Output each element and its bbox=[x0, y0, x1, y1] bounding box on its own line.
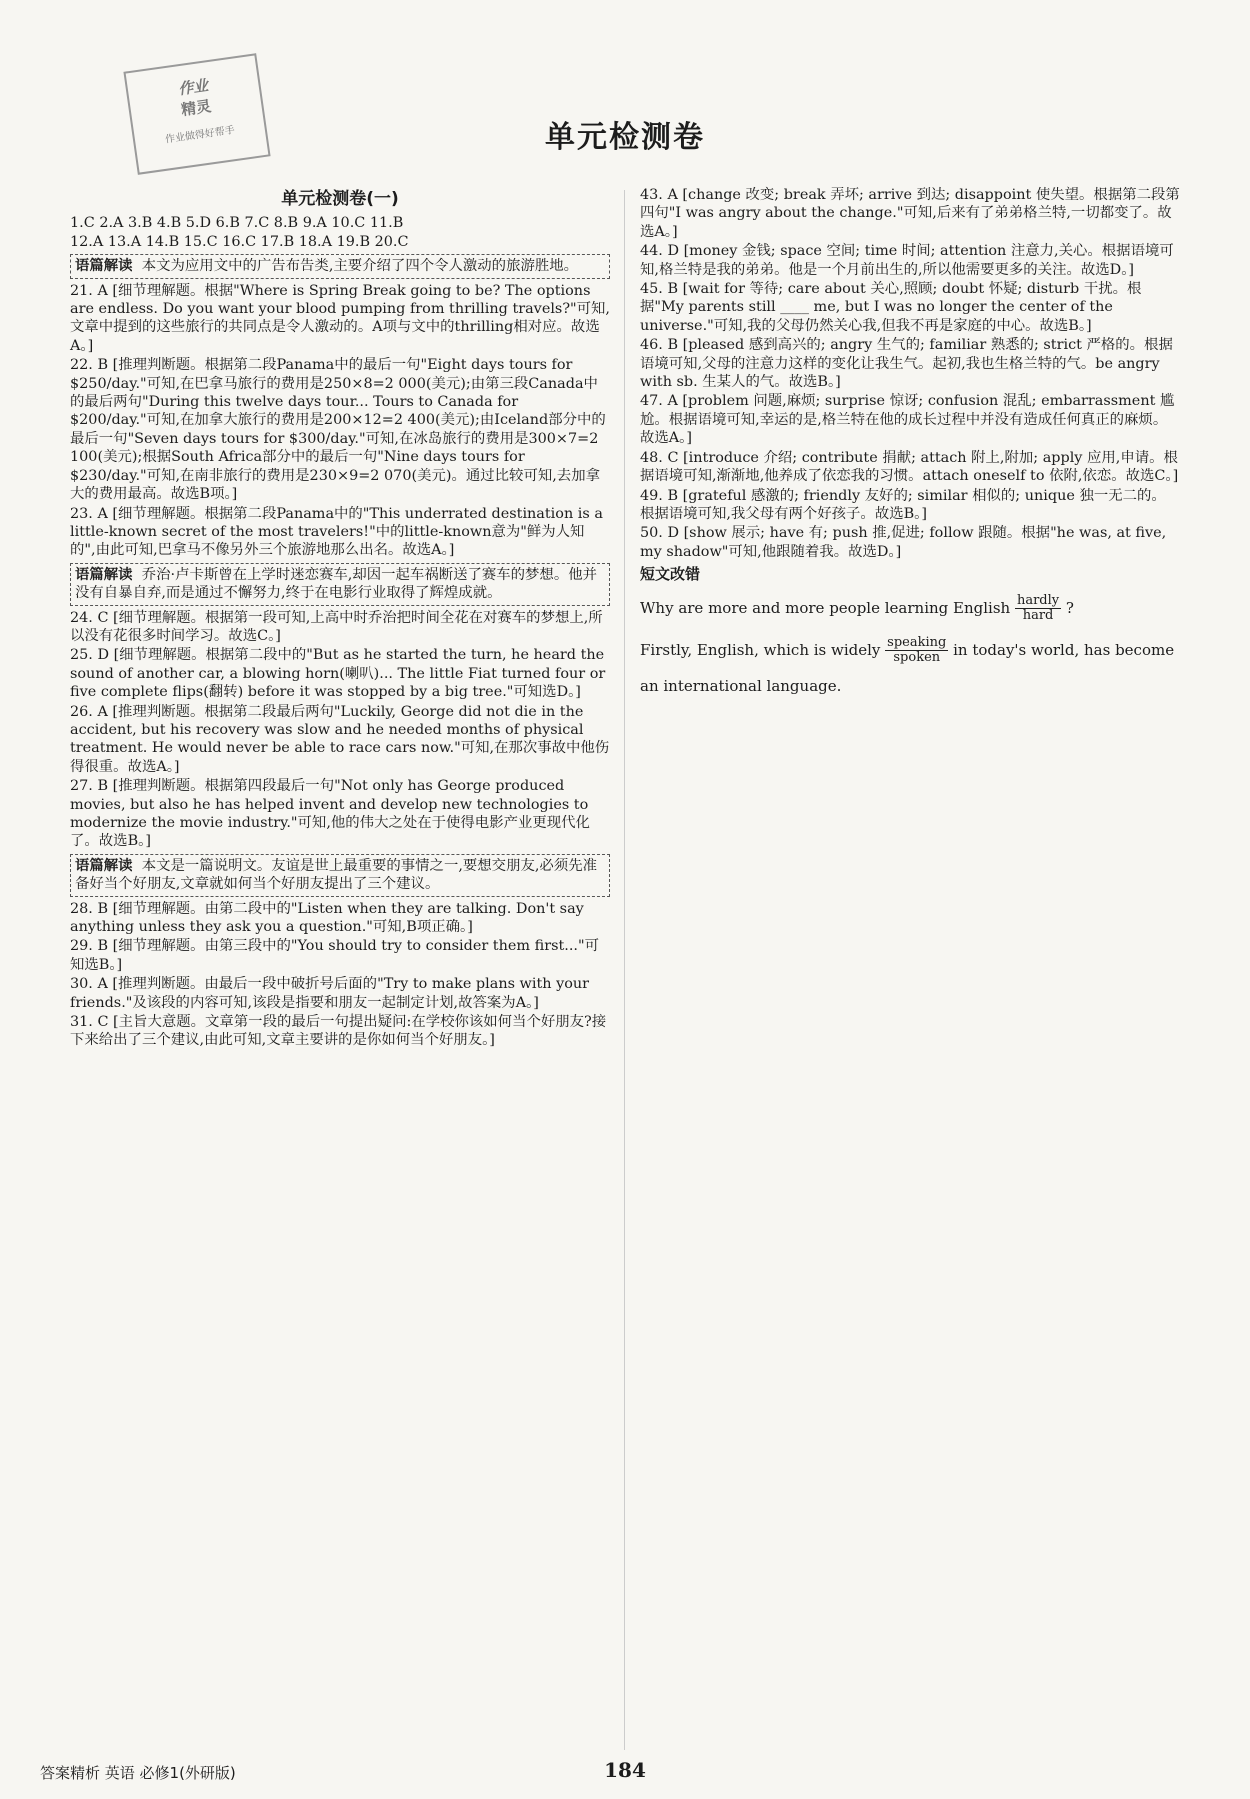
answer-row-2: 12.A 13.A 14.B 15.C 16.C 17.B 18.A 19.B 20.C bbox=[70, 233, 409, 250]
answer-item: 46. B [pleased 感到高兴的; angry 生气的; familiar 熟悉的; strict 严格的。根据语境可知,父母的注意力这样的变化让我生气。起初,我也生格兰特的气。be angry with sb. 生某人的气。故选B。] bbox=[640, 337, 1173, 391]
reading-note-label: 语篇解读 bbox=[75, 258, 133, 275]
footer-book-title: 答案精析 英语 必修1(外研版) bbox=[40, 1764, 236, 1782]
stamp-line2: 精灵 bbox=[180, 97, 213, 120]
answer-item: 27. B [推理判断题。根据第四段最后一句"Not only has George produced movies, but also he has helped invent and develop new technologies to modernize the movie industry."可知,他的伟大之处在于使得电影产业更现代化了。故选B。] bbox=[70, 778, 590, 850]
reading-note-text: 本文为应用文中的广告布告类,主要介绍了四个令人激动的旅游胜地。 bbox=[141, 258, 579, 275]
stamp-line1: 作业 bbox=[177, 76, 210, 99]
correction-line-2 bbox=[640, 632, 1180, 704]
correction-wrong: hardly bbox=[1016, 593, 1060, 609]
answer-item: 44. D [money 金钱; space 空间; time 时间; attention 注意力,关心。根据语境可知,格兰特是我的弟弟。他是一个月前出生的,所以他需要更多的关注。故选D。] bbox=[640, 243, 1174, 278]
answer-item: 29. B [细节理解题。由第三段中的"You should try to consider them first..."可知选B。] bbox=[70, 938, 599, 973]
correction-title: 短文改错 bbox=[640, 565, 701, 584]
column-divider bbox=[624, 190, 625, 1750]
reading-note-text: 乔治·卢卡斯曾在上学时迷恋赛车,却因一起车祸断送了赛车的梦想。他并没有自暴自弃,而是通过不懈努力,终于在电影行业取得了辉煌成就。 bbox=[75, 566, 597, 602]
reading-note-text: 本文是一篇说明文。友谊是世上最重要的事情之一,要想交朋友,必须先准备好当个好朋友,文章就如何当个好朋友提出了三个建议。 bbox=[75, 857, 597, 893]
answer-item: 45. B [wait for 等待; care about 关心,照顾; doubt 怀疑; disturb 干扰。根据"My parents still ____ me, but I was no longer the center of the universe."可知,我的父母仍然关心我,但我不再是家庭的中心。故选B。] bbox=[640, 281, 1142, 334]
correction-text: ? bbox=[1065, 598, 1074, 617]
correction-text: in today's world, has become an international language. bbox=[640, 640, 1175, 695]
page-title: 单元检测卷 bbox=[545, 120, 705, 155]
reading-note-label: 语篇解读 bbox=[75, 566, 133, 583]
answer-item: 30. A [推理判断题。由最后一段中破折号后面的"Try to make plans with your friends."及该段的内容可知,该段是指要和朋友一起制定计划,故答案为A。] bbox=[70, 976, 590, 1011]
answer-item: 21. A [细节理解题。根据"Where is Spring Break going to be? The options are endless. Do you want your blood pumping from thrilling travels?"可知,文章中提到的这些旅行的共同点是令人激动的。A项与文中的thrilling相对应。故选A。] bbox=[70, 282, 611, 354]
answer-item: 31. C [主旨大意题。文章第一段的最后一句提出疑问:在学校你该如何当个好朋友?接下来给出了三个建议,由此可知,文章主要讲的是你如何当个好朋友。] bbox=[70, 1014, 607, 1049]
answer-item: 26. A [推理判断题。根据第二段最后两句"Luckily, George did not die in the accident, but his recovery was slow and he needed months of physical treatment. He would never be able to race cars now."可知,在那次事故中他伤得很重。故选A。] bbox=[70, 703, 610, 775]
correction-line-1 bbox=[640, 590, 1180, 626]
reading-note-label: 语篇解读 bbox=[75, 857, 133, 874]
section-title: 单元检测卷(一) bbox=[281, 189, 399, 209]
answer-item: 47. A [problem 问题,麻烦; surprise 惊讶; confusion 混乱; embarrassment 尴尬。根据语境可知,幸运的是,格兰特在他的成长过程中并没有造成任何真正的麻烦。故选A。] bbox=[640, 393, 1175, 447]
answer-item: 48. C [introduce 介绍; contribute 捐献; attach 附上,附加; apply 应用,申请。根据语境可知,渐渐地,他养成了依恋我的习惯。attach oneself to 依附,依恋。故选C。] bbox=[640, 449, 1179, 485]
answer-item: 22. B [推理判断题。根据第二段Panama中的最后一句"Eight days tours for $250/day."可知,在巴拿马旅行的费用是250×8=2 000(美元);由第三段Canada中的最后两句"During this twelve days tour... Tours to Canada for $200/day."可知,在加拿大旅行的费用是200×12=2 400(美元);由Iceland部分中的最后一句"Seven days tours for $300/day."可知,在冰岛旅行的费用是300×7=2 100(美元);根据South Africa部分中的最后一句"Nine days tours for $230/day."可知,在南非旅行的费用是230×9=2 070(美元)。通过比较可知,去加拿大的费用最高。故选B项。] bbox=[70, 357, 606, 503]
correction-fraction bbox=[885, 636, 948, 665]
stamp-line3: 作业做得好帮手 bbox=[164, 124, 236, 146]
correction-fraction bbox=[1015, 594, 1061, 623]
correction-text: Firstly, English, which is widely bbox=[640, 640, 886, 659]
reading-note-2 bbox=[70, 563, 610, 606]
answer-item: 43. A [change 改变; break 弄坏; arrive 到达; disappoint 使失望。根据第二段第四句"I was angry about the change."可知,后来有了弟弟格兰特,一切都变了。故选A。] bbox=[640, 187, 1180, 240]
answer-item: 28. B [细节理解题。由第二段中的"Listen when they are talking. Don't say anything unless they ask you a question."可知,B项正确。] bbox=[70, 900, 584, 936]
correction-right: hard bbox=[1022, 608, 1054, 624]
page-number: 184 bbox=[604, 1758, 646, 1782]
answer-item: 49. B [grateful 感激的; friendly 友好的; similar 相似的; unique 独一无二的。根据语境可知,我父母有两个好孩子。故选B。] bbox=[640, 487, 1166, 522]
answer-item: 50. D [show 展示; have 有; push 推,促进; follow 跟随。根据"he was, at five, my shadow"可知,他跟随着我。故选D。] bbox=[640, 525, 1167, 560]
correction-right: spoken bbox=[893, 650, 941, 666]
answer-row-1: 1.C 2.A 3.B 4.B 5.D 6.B 7.C 8.B 9.A 10.C 11.B bbox=[70, 215, 404, 232]
correction-text: Why are more and more people learning English bbox=[640, 598, 1015, 617]
right-column bbox=[640, 186, 1180, 704]
answer-item: 24. C [细节理解题。根据第一段可知,上高中时乔治把时间全花在对赛车的梦想上,所以没有花很多时间学习。故选C。] bbox=[70, 609, 603, 644]
correction-wrong: speaking bbox=[887, 635, 947, 651]
left-column bbox=[70, 190, 610, 1051]
answer-item: 25. D [细节理解题。根据第二段中的"But as he started the turn, he heard the sound of another car, a blowing horn(喇叭)... The little Fiat turned four or five complete flips(翻转) before it was stopped by a big tree."可知选D。] bbox=[70, 647, 606, 701]
reading-note-3 bbox=[70, 854, 610, 897]
answer-item: 23. A [细节理解题。根据第二段Panama中的"This underrated destination is a little-known secret of the most travelers!"中的little-known意为"鲜为人知的",由此可知,巴拿马不像另外三个旅游地那么出名。故选A。] bbox=[70, 505, 603, 559]
reading-note-1 bbox=[70, 254, 610, 278]
